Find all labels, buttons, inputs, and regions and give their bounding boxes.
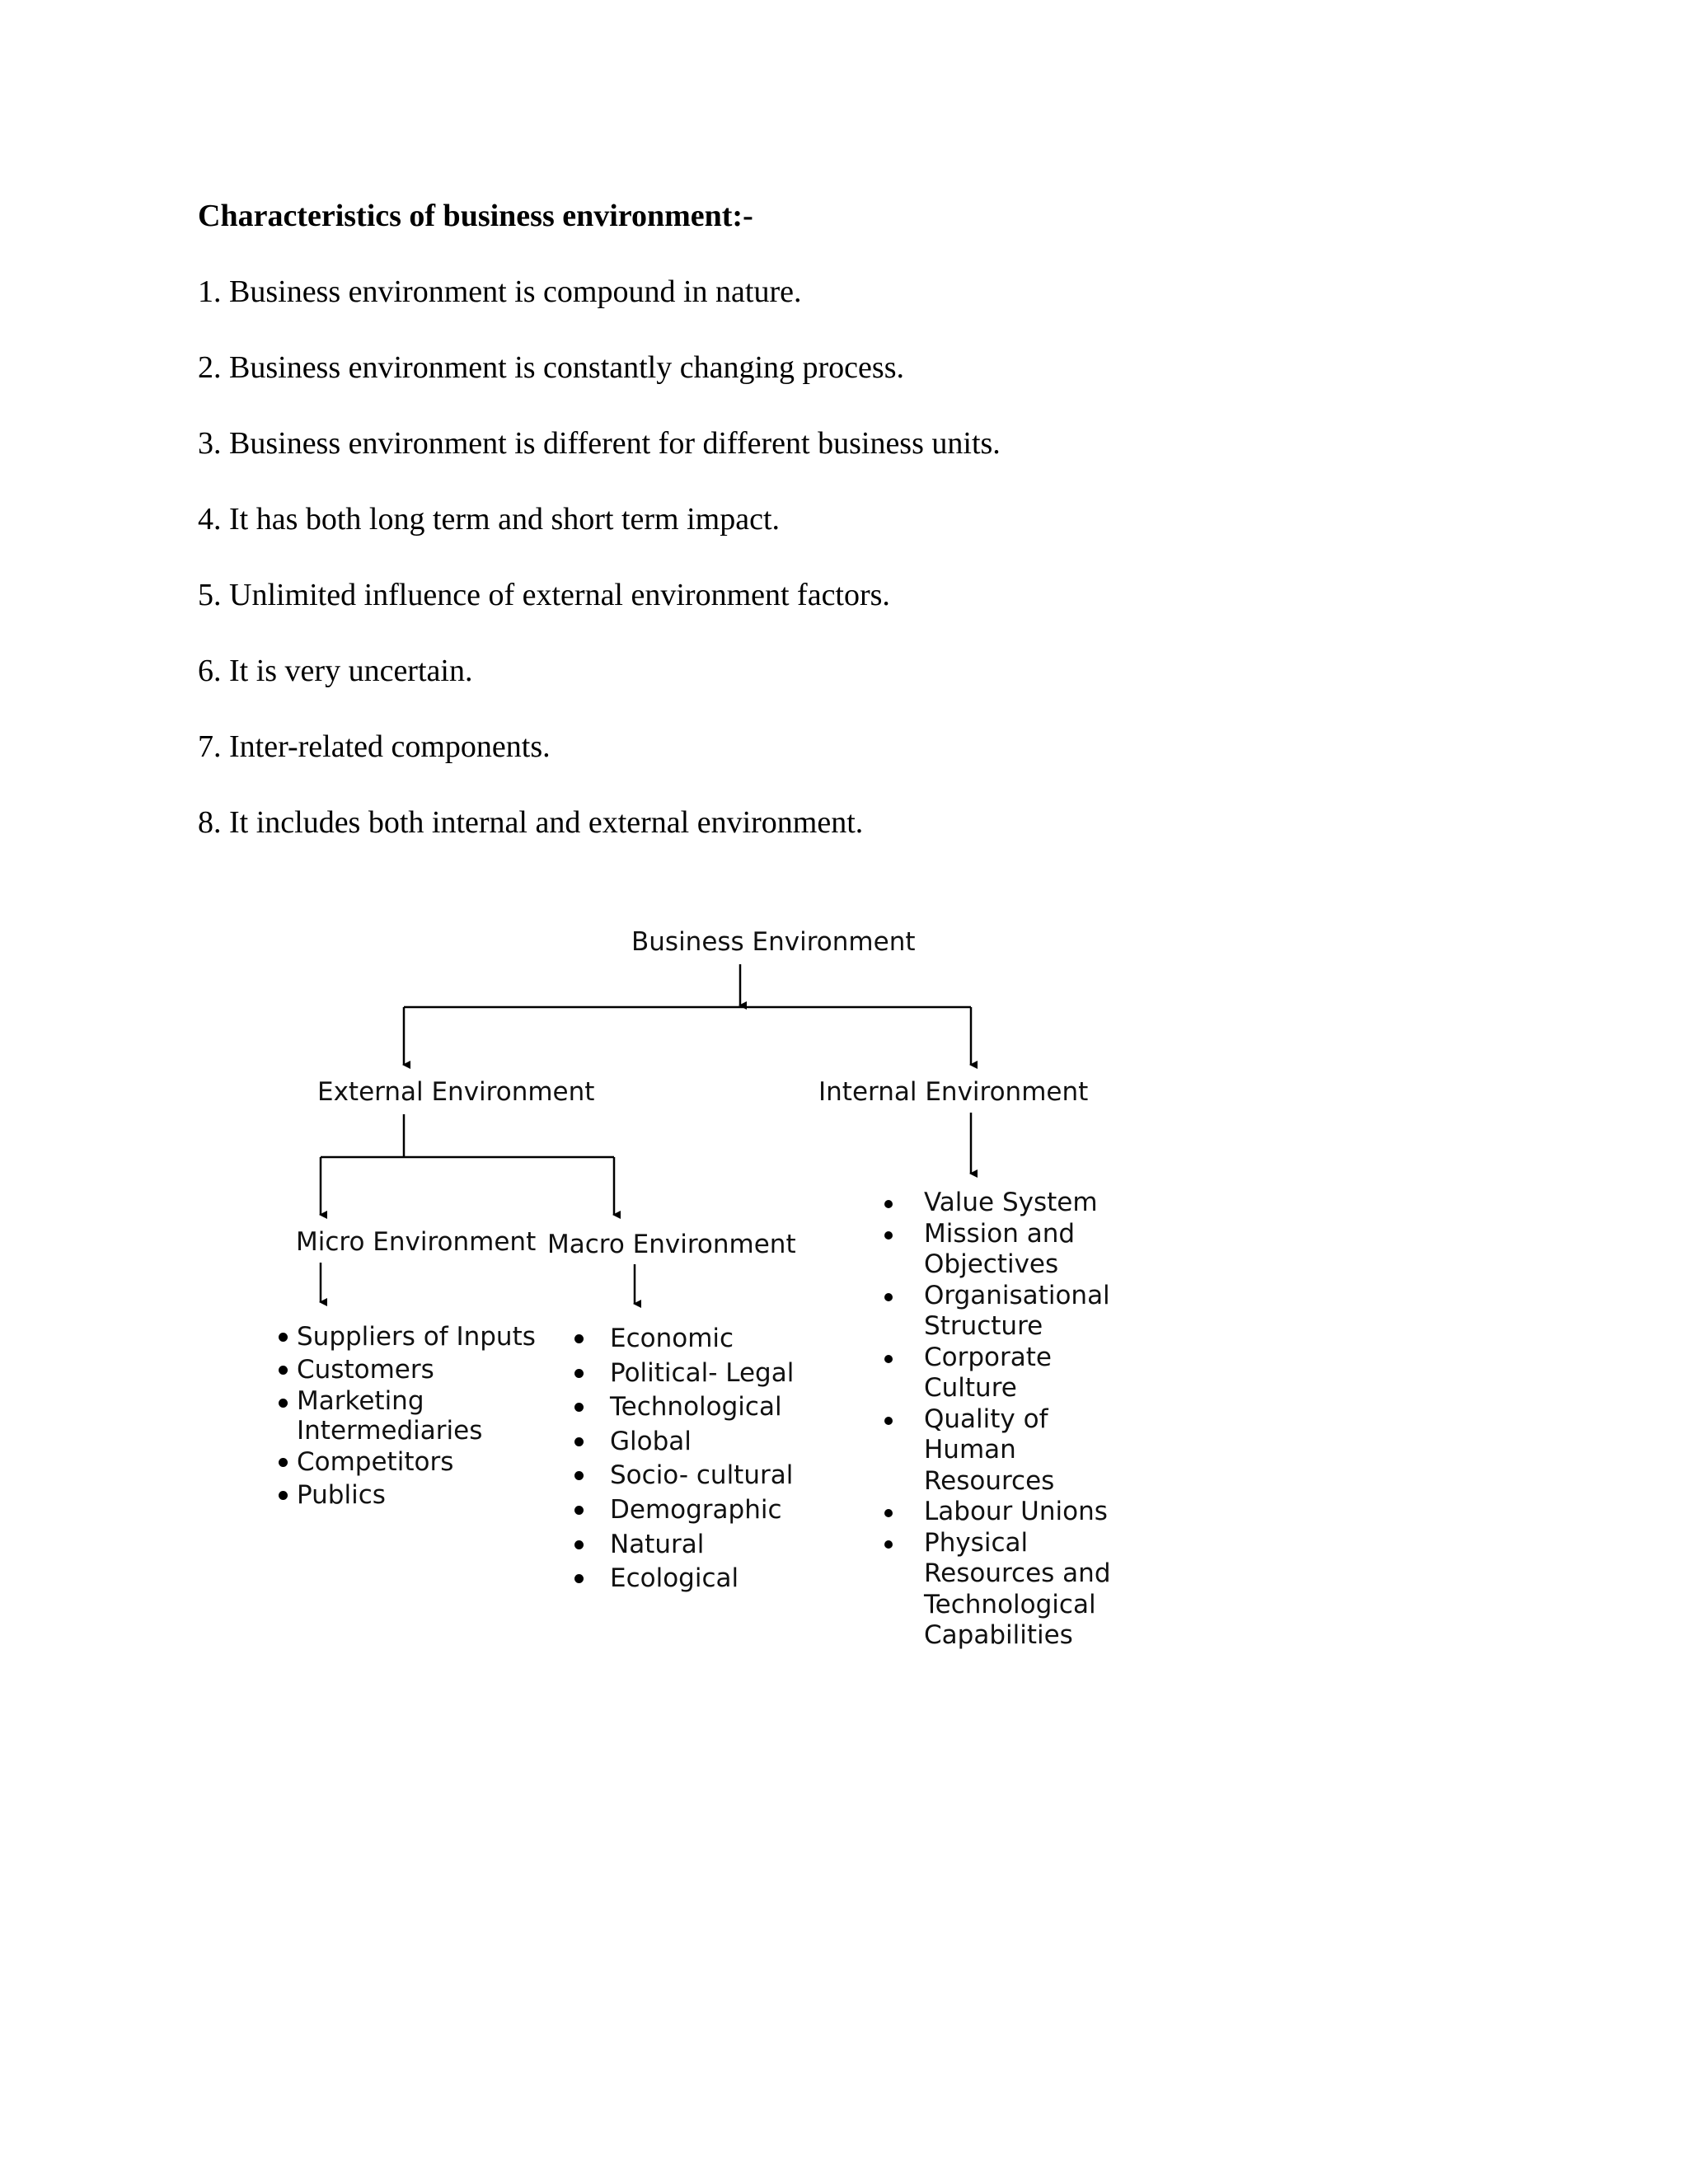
bullet-icon [279,1491,288,1500]
page-heading: Characteristics of business environment:- [198,199,753,233]
characteristic-item-4: 4. It has both long term and short term impact. [198,502,781,537]
list-item-text: Quality of Human Resources [924,1404,1055,1496]
list-item [610,1425,857,1460]
list-item-text: Natural [610,1529,705,1559]
list-item-text: Suppliers of Inputs [297,1322,536,1352]
list-item-text: Corporate Culture [924,1342,1052,1403]
list-item [610,1528,857,1563]
characteristic-item-3: 3. Business environment is different for different business units. [198,426,1001,461]
characteristic-item-8: 8. It includes both internal and external environment. [198,805,864,840]
characteristic-item-1: 1. Business environment is compound in nature. [198,274,802,309]
list-item-text: Ecological [610,1563,739,1594]
bullet-icon [884,1509,893,1517]
bullet-icon [884,1231,893,1240]
list-item [297,1446,560,1479]
bullet-icon [884,1540,893,1549]
list-item [297,1353,560,1386]
node-macro-environment: Macro Environment [547,1230,796,1259]
list-item [297,1386,495,1446]
list-item-text: Competitors [297,1447,454,1477]
list-item-text: Socio- cultural [610,1460,794,1491]
list-item [924,1528,1122,1652]
bullet-icon [279,1399,288,1408]
list-item [610,1562,857,1596]
list-item [924,1404,1122,1497]
list-item [924,1497,1122,1528]
list-item-text: Economic [610,1324,734,1353]
list-item-text: Political- Legal [610,1357,795,1388]
micro-environment-list [297,1320,560,1511]
bullet-icon [279,1458,288,1467]
bullet-icon [574,1540,584,1549]
characteristic-item-6: 6. It is very uncertain. [198,654,473,688]
bullet-icon [574,1437,584,1446]
list-item-text: Labour Unions [924,1497,1108,1526]
list-item-text: Physical Resources and Technological Capabilities [924,1527,1111,1650]
characteristic-item-5: 5. Unlimited influence of external environment factors. [198,578,890,612]
bullet-icon [884,1293,893,1301]
macro-environment-list [610,1322,857,1596]
list-item [924,1281,1122,1343]
node-external-environment: External Environment [317,1077,595,1107]
characteristic-item-7: 7. Inter-related components. [198,729,551,764]
list-item [610,1322,857,1357]
list-item-text: Customers [297,1355,434,1385]
bullet-icon [279,1333,288,1342]
list-item [924,1188,1122,1219]
list-item [610,1493,857,1528]
bullet-icon [279,1366,288,1375]
list-item-text: Demographic [610,1494,782,1525]
list-item-text: Organisational Structure [924,1280,1110,1341]
list-item [924,1343,1122,1404]
bullet-icon [884,1200,893,1208]
list-item-text: Mission and Objectives [924,1218,1076,1279]
list-item [610,1459,857,1493]
bullet-icon [574,1334,584,1343]
list-item-text: Marketing Intermediaries [297,1386,483,1446]
node-business-environment: Business Environment [631,927,916,957]
bullet-icon [884,1417,893,1425]
list-item-text: Publics [297,1480,386,1510]
bullet-icon [884,1355,893,1363]
list-item [610,1390,857,1425]
list-item-text: Global [610,1426,692,1456]
internal-environment-list [924,1188,1122,1652]
list-item [297,1320,560,1353]
characteristic-item-2: 2. Business environment is constantly changing process. [198,350,904,385]
node-micro-environment: Micro Environment [296,1227,537,1257]
bullet-icon [574,1506,584,1515]
list-item [610,1357,857,1391]
list-item [297,1479,560,1511]
node-internal-environment: Internal Environment [818,1077,1089,1107]
list-item [924,1219,1122,1281]
list-item-text: Value System [924,1188,1098,1217]
list-item-text: Technological [610,1392,782,1422]
bullet-icon [574,1369,584,1378]
